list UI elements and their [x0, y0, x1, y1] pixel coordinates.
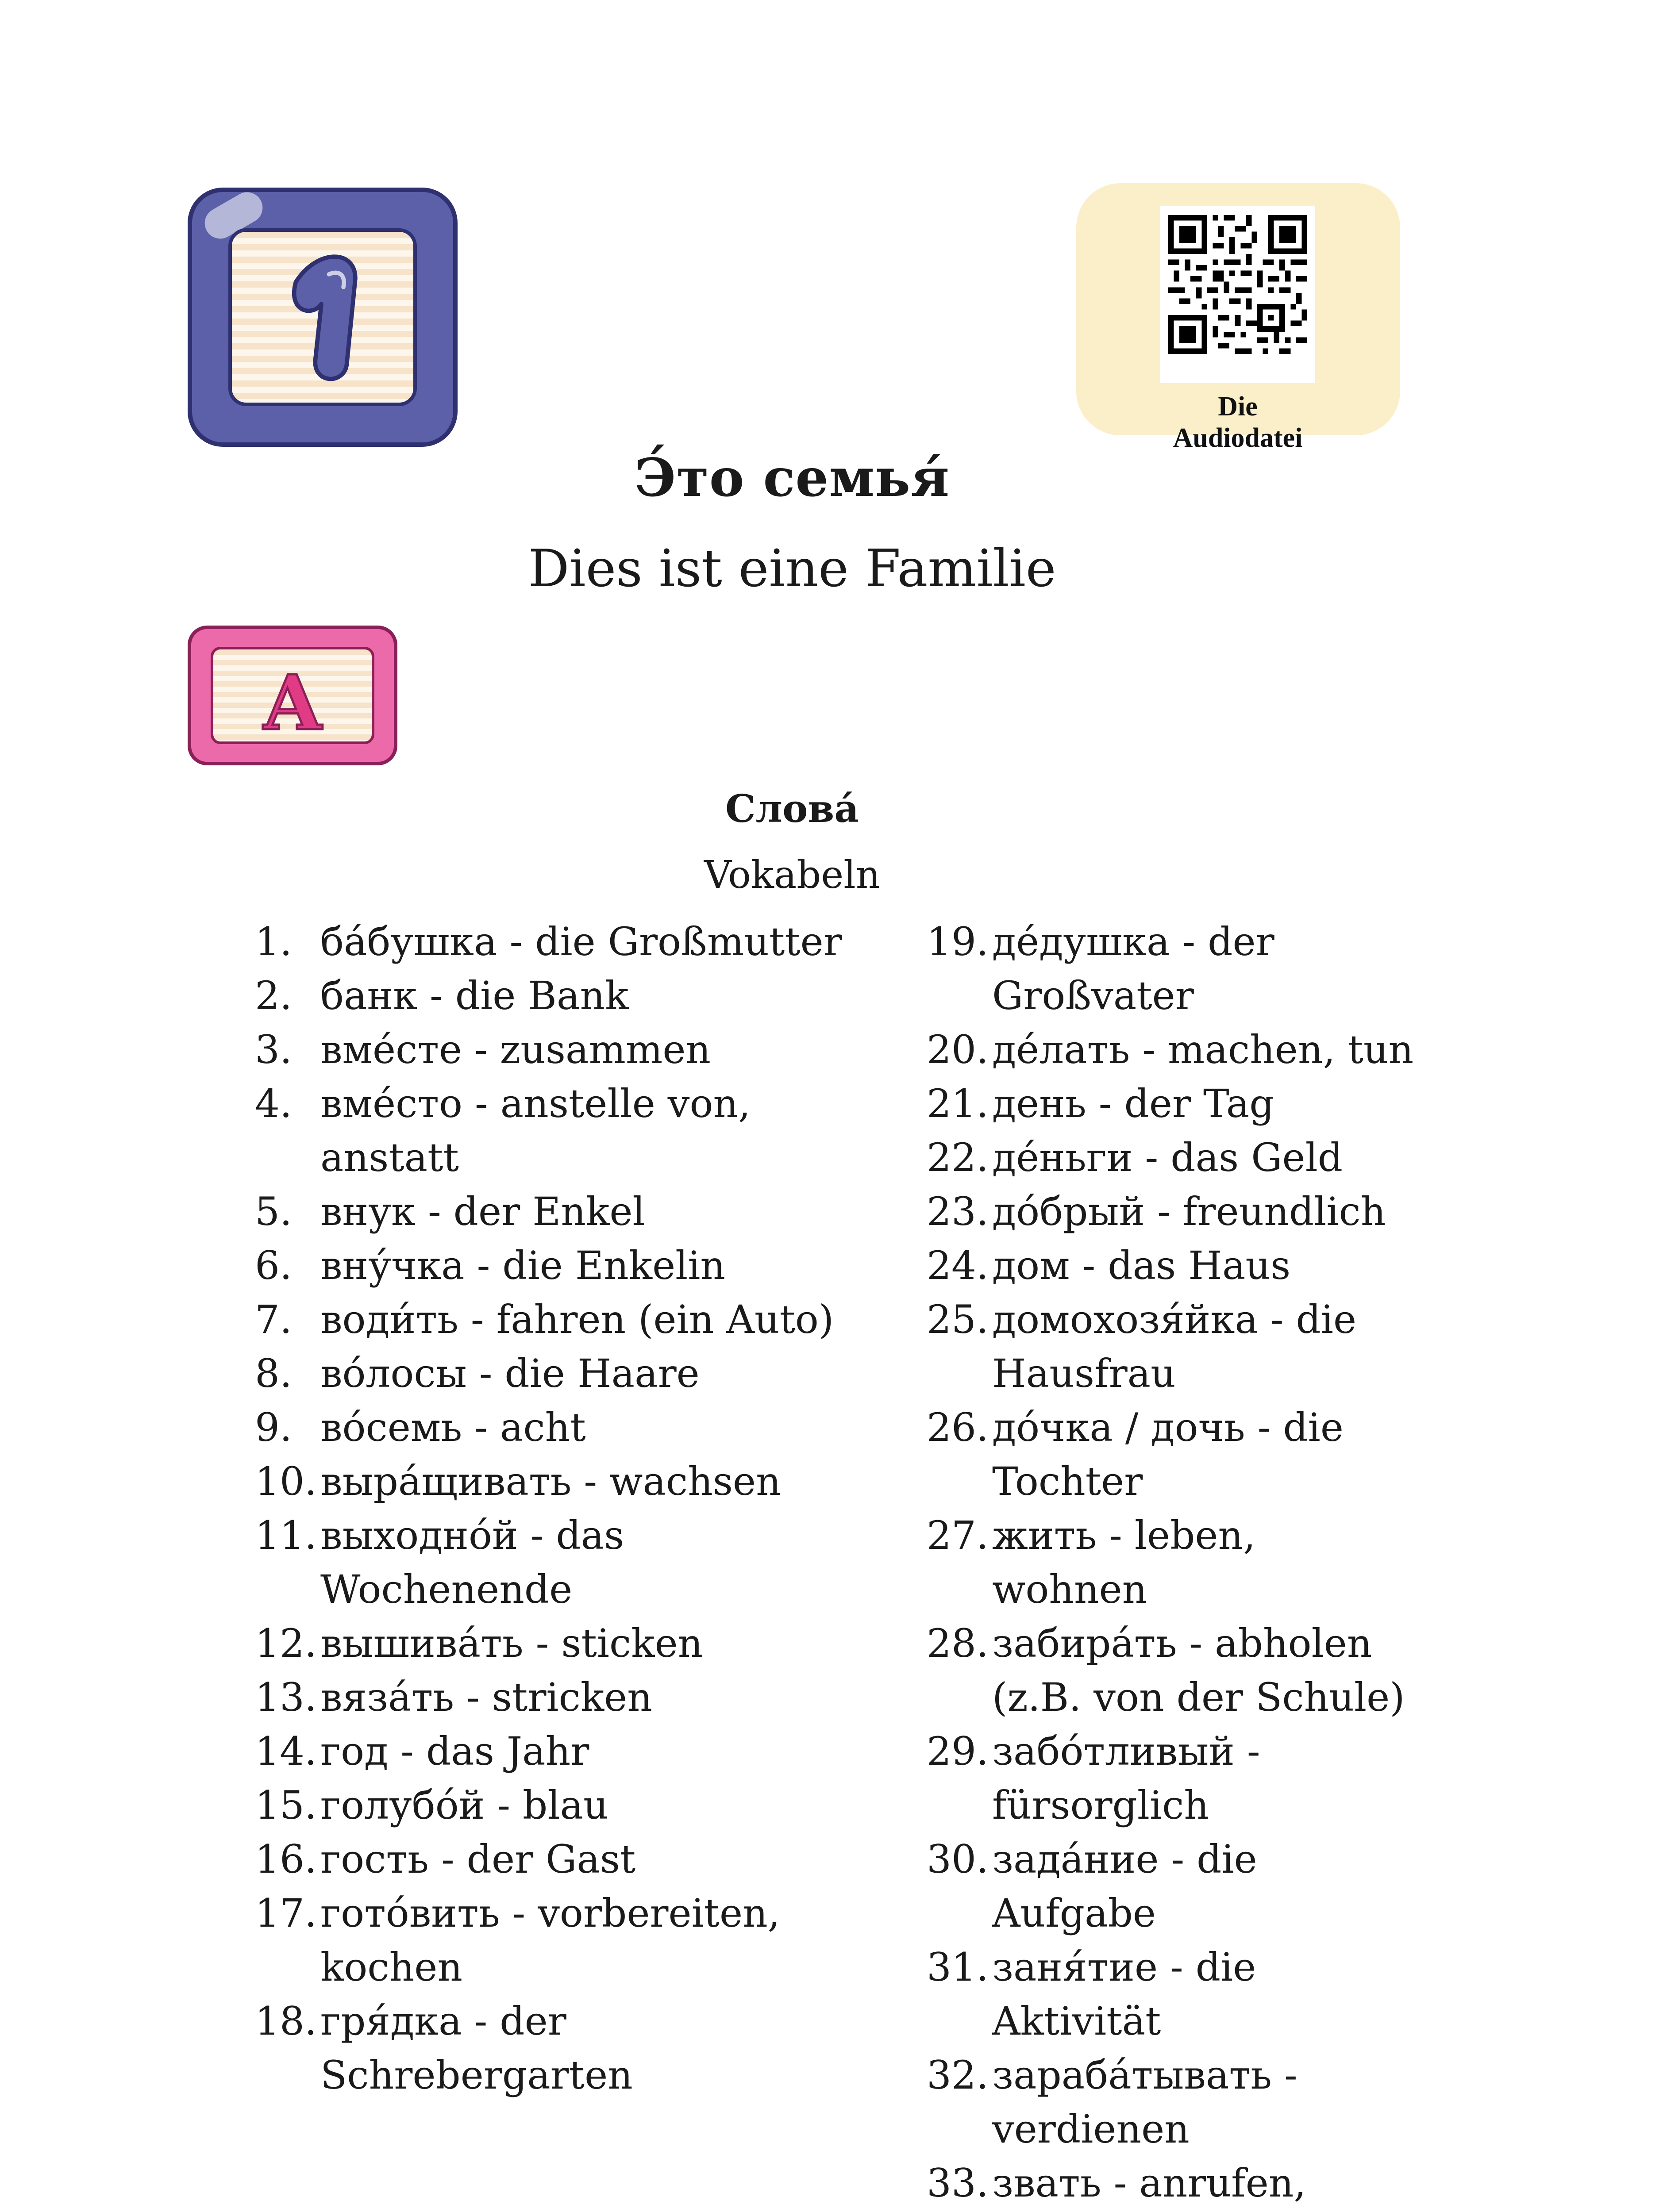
vocab-item: [927, 1509, 1422, 1617]
vocab-item: [255, 1832, 883, 1886]
vocabulary-list-right: [927, 915, 1422, 2212]
vocab-item: [255, 1023, 883, 1077]
vocab-item-number: 30.: [927, 1836, 989, 1882]
page-title-russian: Э́то семья́: [634, 447, 950, 508]
vocab-item-text: де́лать - machen, tun: [992, 1027, 1414, 1072]
vocab-item-text: гость - der Gast: [320, 1836, 636, 1882]
vocab-item-number: 12.: [255, 1621, 317, 1666]
vocab-item-text: забо́тливый - fürsorglich: [992, 1728, 1260, 1828]
vocab-item-text: звать - anrufen,: [992, 2160, 1306, 2206]
vocab-item: [255, 1401, 883, 1455]
vocab-item-text: вяза́ть - stricken: [320, 1674, 652, 1720]
vocab-item-text: де́ньги - das Geld: [992, 1135, 1343, 1180]
vocab-item-text: ба́бушка - die Großmutter: [320, 919, 842, 964]
lesson-number-one-icon: [232, 232, 413, 403]
vocab-item-text: жить - leben, wohnen: [992, 1513, 1256, 1612]
vocab-item: [927, 1185, 1422, 1239]
vocab-item-number: 27.: [927, 1513, 989, 1558]
vocab-item: [255, 1239, 883, 1293]
vocab-item-number: 19.: [927, 919, 989, 964]
vocab-item-number: 28.: [927, 1621, 989, 1666]
vocab-item: [255, 1994, 883, 2102]
lesson-number-panel: [228, 228, 417, 406]
vocab-item-number: 20.: [927, 1027, 989, 1072]
vocab-item-number: 1.: [255, 919, 292, 964]
vocab-item-number: 24.: [927, 1243, 989, 1288]
vocab-item-text: вме́сте - zusammen: [320, 1027, 711, 1072]
vocab-item-number: 25.: [927, 1297, 989, 1342]
vocab-item-number: 6.: [255, 1243, 292, 1288]
vocab-item-text: внук - der Enkel: [320, 1189, 645, 1234]
vocab-item: [255, 1293, 883, 1347]
vocab-item-number: 9.: [255, 1405, 292, 1450]
qr-code-icon: [1168, 215, 1307, 354]
page-title-german: Dies ist eine Familie: [528, 539, 1056, 599]
vocab-item-number: 8.: [255, 1351, 292, 1396]
vocab-item: [927, 1023, 1422, 1077]
section-a-panel: [211, 647, 374, 747]
vocab-item: [927, 2048, 1422, 2156]
vocab-item-text: день - der Tag: [992, 1081, 1274, 1126]
section-a-block: [188, 626, 397, 765]
vocab-item-text: голубо́й - blau: [320, 1782, 608, 1828]
vocab-item-text: зада́ние - die Aufgabe: [992, 1836, 1257, 1936]
vocab-item-number: 23.: [927, 1189, 989, 1234]
vocab-item: [927, 2156, 1422, 2212]
vocab-item-text: забира́ть - abholen (z.B. von der Schule): [992, 1621, 1405, 1720]
audio-file-caption: Die Audiodatei: [1173, 392, 1303, 453]
vocab-item-number: 10.: [255, 1459, 317, 1504]
vocab-item: [927, 1724, 1422, 1832]
vocab-item: [255, 1347, 883, 1401]
vocab-item: [927, 1239, 1422, 1293]
section-letter: A: [263, 659, 322, 747]
vocab-item: [255, 969, 883, 1023]
vocab-item-number: 17.: [255, 1890, 317, 1936]
vocab-item: [255, 1617, 883, 1671]
vocab-item-text: дом - das Haus: [992, 1243, 1291, 1288]
vocab-item: [255, 1778, 883, 1832]
vocab-item-number: 14.: [255, 1728, 317, 1774]
vocab-item: [927, 1832, 1422, 1940]
vocab-item-text: вме́сто - anstelle von, anstatt: [320, 1081, 751, 1180]
vocab-item: [255, 915, 883, 969]
words-heading-russian: Слова́: [725, 787, 859, 831]
vocab-item-number: 32.: [927, 2052, 989, 2098]
vocab-item: [255, 1185, 883, 1239]
vocab-item-number: 22.: [927, 1135, 989, 1180]
vocab-item: [255, 1455, 883, 1509]
vocab-item-text: води́ть - fahren (ein Auto): [320, 1297, 834, 1342]
vocab-item-number: 13.: [255, 1674, 317, 1720]
vocab-item-text: во́семь - acht: [320, 1405, 586, 1450]
vocab-item-number: 4.: [255, 1081, 292, 1126]
vocab-item-text: заня́тие - die Aktivität: [992, 1944, 1256, 2044]
vocab-item-text: вну́чка - die Enkelin: [320, 1243, 726, 1288]
audio-file-box[interactable]: [1076, 183, 1400, 453]
vocab-item-number: 29.: [927, 1728, 989, 1774]
vocab-item: [255, 1077, 883, 1185]
vocab-item: [255, 1509, 883, 1617]
lesson-number-block: [188, 188, 458, 447]
vocab-item-text: год - das Jahr: [320, 1728, 589, 1774]
vocab-item-text: до́брый - freundlich: [992, 1189, 1386, 1234]
vocab-item-number: 7.: [255, 1297, 292, 1342]
vocab-item: [927, 1077, 1422, 1131]
vocab-item-text: во́лосы - die Haare: [320, 1351, 700, 1396]
qr-code-panel: [1160, 206, 1315, 453]
vocab-item: [927, 915, 1422, 1023]
vocab-item: [255, 1886, 883, 1994]
vocab-item-number: 16.: [255, 1836, 317, 1882]
vocab-item-number: 5.: [255, 1189, 292, 1234]
vocab-item-text: выра́щивать - wachsen: [320, 1459, 781, 1504]
vocab-item: [927, 1401, 1422, 1509]
vocab-item-number: 15.: [255, 1782, 317, 1828]
vocab-item-text: домохозя́йка - die Hausfrau: [992, 1297, 1357, 1396]
vocab-item-text: банк - die Bank: [320, 973, 629, 1018]
vocabulary-list-left: [255, 915, 883, 2102]
vocab-item-number: 18.: [255, 1998, 317, 2044]
vocab-item: [927, 1293, 1422, 1401]
vocab-item-text: вышива́ть - sticken: [320, 1621, 703, 1666]
vocab-item-text: де́душка - der Großvater: [992, 919, 1274, 1018]
vocab-item-number: 11.: [255, 1513, 317, 1558]
vocab-item-text: зараба́тывать - verdienen: [992, 2052, 1297, 2152]
vocab-item-number: 2.: [255, 973, 292, 1018]
vocab-item-number: 26.: [927, 1405, 989, 1450]
vocab-item: [255, 1724, 883, 1778]
vocab-item-number: 33.: [927, 2160, 989, 2206]
vocab-item-number: 31.: [927, 1944, 989, 1990]
vocab-item-number: 21.: [927, 1081, 989, 1126]
vocab-item-text: до́чка / дочь - die Tochter: [992, 1405, 1344, 1504]
vocab-item-number: 3.: [255, 1027, 292, 1072]
vocab-item-text: выходно́й - das Wochenende: [320, 1513, 624, 1612]
vocab-item-text: гря́дка - der Schrebergarten: [320, 1998, 633, 2098]
vocab-item: [927, 1617, 1422, 1724]
vocab-item: [255, 1671, 883, 1724]
vocab-item-text: гото́вить - vorbereiten, kochen: [320, 1890, 780, 1990]
vocab-item: [927, 1131, 1422, 1185]
words-heading-german: Vokabeln: [704, 853, 881, 897]
vocab-item: [927, 1940, 1422, 2048]
